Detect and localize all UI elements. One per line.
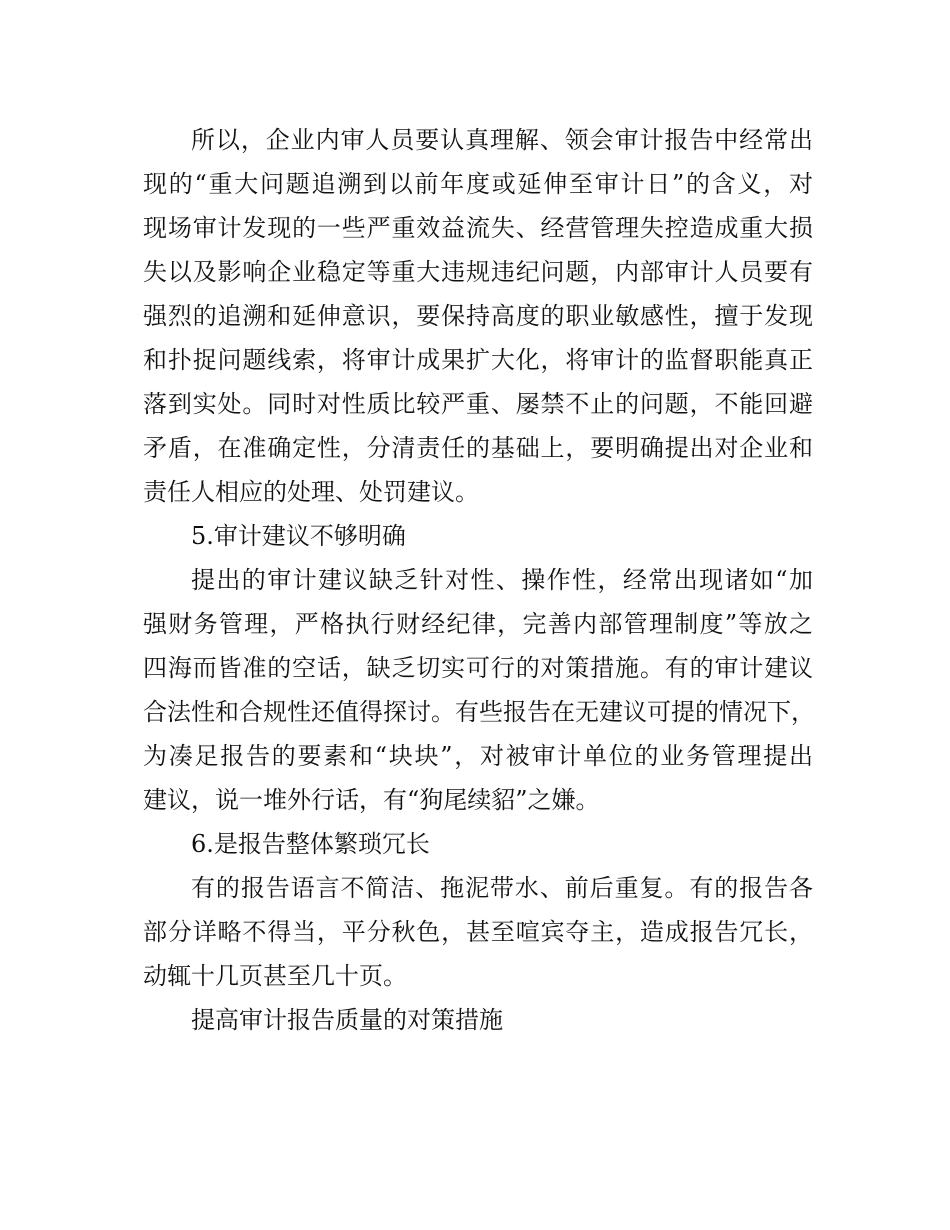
text-line: 动辄十几页甚至几十页。: [143, 962, 407, 990]
text-line: 合法性和合规性还值得探讨。有些报告在无建议可提的情况下，: [143, 698, 815, 726]
text-line: 提出的审计建议缺乏针对性、操作性，经常出现诸如“加: [191, 566, 813, 594]
section-heading-6: [143, 822, 813, 866]
text-line: 落到实处。同时对性质比较严重、屡禁不止的问题，不能回避: [143, 390, 813, 418]
text-line: 现场审计发现的一些严重效益流失、经营管理失控造成重大损: [143, 214, 813, 242]
heading-line: 5.审计建议不够明确: [191, 522, 406, 550]
text-line: 建议，说一堆外行话，有“狗尾续貂”之嫌。: [143, 786, 600, 814]
text-line: 有的报告语言不简洁、拖泥带水、前后重复。有的报告各: [191, 874, 813, 902]
text-line: 责任人相应的处理、处罚建议。: [143, 478, 479, 506]
text-line: 强烈的追溯和延伸意识，要保持高度的职业敏感性，擅于发现: [143, 302, 813, 330]
text-line: 失以及影响企业稳定等重大违规违纪问题，内部审计人员要有: [143, 258, 813, 286]
section-heading-5: [143, 514, 813, 558]
paragraph-retrospection: [143, 118, 813, 514]
document-body: [143, 118, 813, 1042]
text-line: 现的“重大问题追溯到以前年度或延伸至审计日”的含义，对: [143, 170, 813, 198]
text-line: 为凑足报告的要素和“块块”，对被审计单位的业务管理提出: [143, 742, 813, 770]
section-heading-measures: [143, 998, 813, 1042]
heading-line: 6.是报告整体繁琐冗长: [191, 830, 430, 858]
text-line: 和扑捉问题线索，将审计成果扩大化，将审计的监督职能真正: [143, 346, 813, 374]
heading-line: 提高审计报告质量的对策措施: [191, 1006, 503, 1034]
paragraph-audit-suggestions: [143, 558, 813, 822]
text-line: 所以，企业内审人员要认真理解、领会审计报告中经常出: [191, 126, 813, 154]
text-line: 四海而皆准的空话，缺乏切实可行的对策措施。有的审计建议: [143, 654, 813, 682]
text-line: 部分详略不得当，平分秋色，甚至喧宾夺主，造成报告冗长，: [143, 918, 813, 946]
paragraph-lengthy-report: [143, 866, 813, 998]
text-line: 强财务管理，严格执行财经纪律，完善内部管理制度”等放之: [143, 610, 813, 638]
text-line: 矛盾，在准确定性，分清责任的基础上，要明确提出对企业和: [143, 434, 813, 462]
